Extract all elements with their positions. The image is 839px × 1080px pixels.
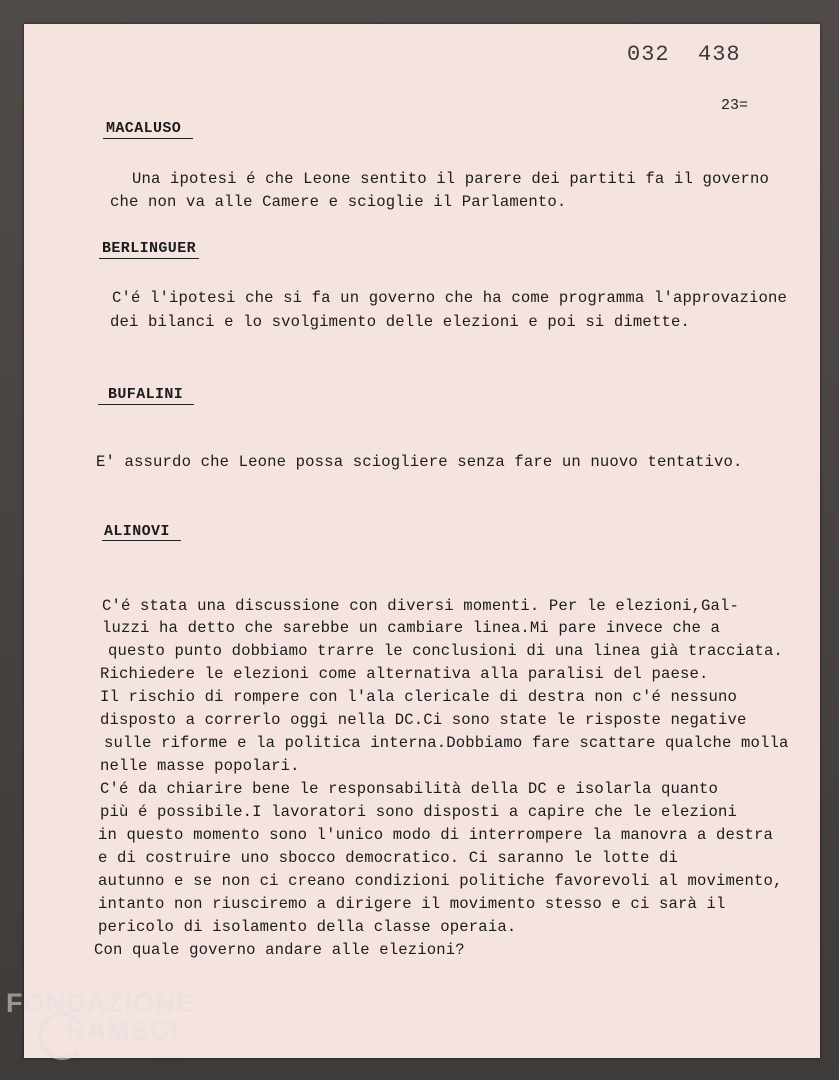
watermark-onlus: onlus (156, 1050, 185, 1061)
text-line: disposto a correrlo oggi nella DC.Ci sono state le risposte negative (100, 711, 747, 729)
page-number: 23= (721, 97, 749, 114)
document-page (24, 24, 820, 1058)
text-line: intanto non riusciremo a dirigere il movimento stesso e ci sarà il (98, 895, 726, 913)
speaker-bufalini: BUFALINI (108, 386, 184, 403)
speaker-underline (98, 404, 194, 405)
text-line: C'é da chiarire bene le responsabilità della DC e isolarla quanto (100, 780, 719, 798)
text-line: in questo momento sono l'unico modo di interrompere la manovra a destra (98, 826, 774, 844)
archive-stamp: 032 438 (627, 42, 741, 67)
speaker-underline (102, 540, 181, 541)
text-line: Con quale governo andare alle elezioni? (94, 941, 465, 959)
text-line: pericolo di isolamento della classe operaia. (98, 918, 517, 936)
text-line: dei bilanci e lo svolgimento delle elezioni e poi si dimette. (110, 313, 690, 331)
fondazione-gramsci-watermark (6, 988, 206, 1080)
text-line: sulle riforme e la politica interna.Dobbiamo fare scattare qualche molla (104, 734, 789, 752)
text-line: Il rischio di rompere con l'ala clericale di destra non c'é nessuno (100, 688, 738, 706)
speaker-alinovi: ALINOVI (104, 523, 170, 540)
text-line: più é possibile.I lavoratori sono disposti a capire che le elezioni (100, 803, 738, 821)
text-line: Una ipotesi é che Leone sentito il parere dei partiti fa il governo (132, 170, 770, 188)
text-line: C'é l'ipotesi che si fa un governo che ha come programma l'approvazione (112, 289, 788, 307)
text-line: autunno e se non ci creano condizioni politiche favorevoli al movimento, (98, 872, 783, 890)
watermark-title: FONDAZIONE (6, 988, 195, 1018)
speaker-berlinguer: BERLINGUER (102, 240, 197, 257)
watermark-subtitle: RAMSCI (66, 1015, 179, 1045)
text-line: nelle masse popolari. (100, 757, 300, 775)
text-line: e di costruire uno sbocco democratico. Ci saranno le lotte di (98, 849, 678, 867)
text-line: che non va alle Camere e scioglie il Parlamento. (110, 193, 567, 211)
text-line: C'é stata una discussione con diversi momenti. Per le elezioni,Gal- (102, 597, 740, 615)
speaker-macaluso: MACALUSO (106, 120, 182, 137)
text-line: E' assurdo che Leone possa sciogliere senza fare un nuovo tentativo. (96, 453, 743, 471)
speaker-underline (103, 138, 193, 139)
text-line: luzzi ha detto che sarebbe un cambiare linea.Mi pare invece che a (102, 619, 721, 637)
speaker-underline (99, 258, 199, 259)
text-line: questo punto dobbiamo trarre le conclusioni di una linea già tracciata. (108, 642, 784, 660)
text-line: Richiedere le elezioni come alternativa alla paralisi del paese. (100, 665, 709, 683)
